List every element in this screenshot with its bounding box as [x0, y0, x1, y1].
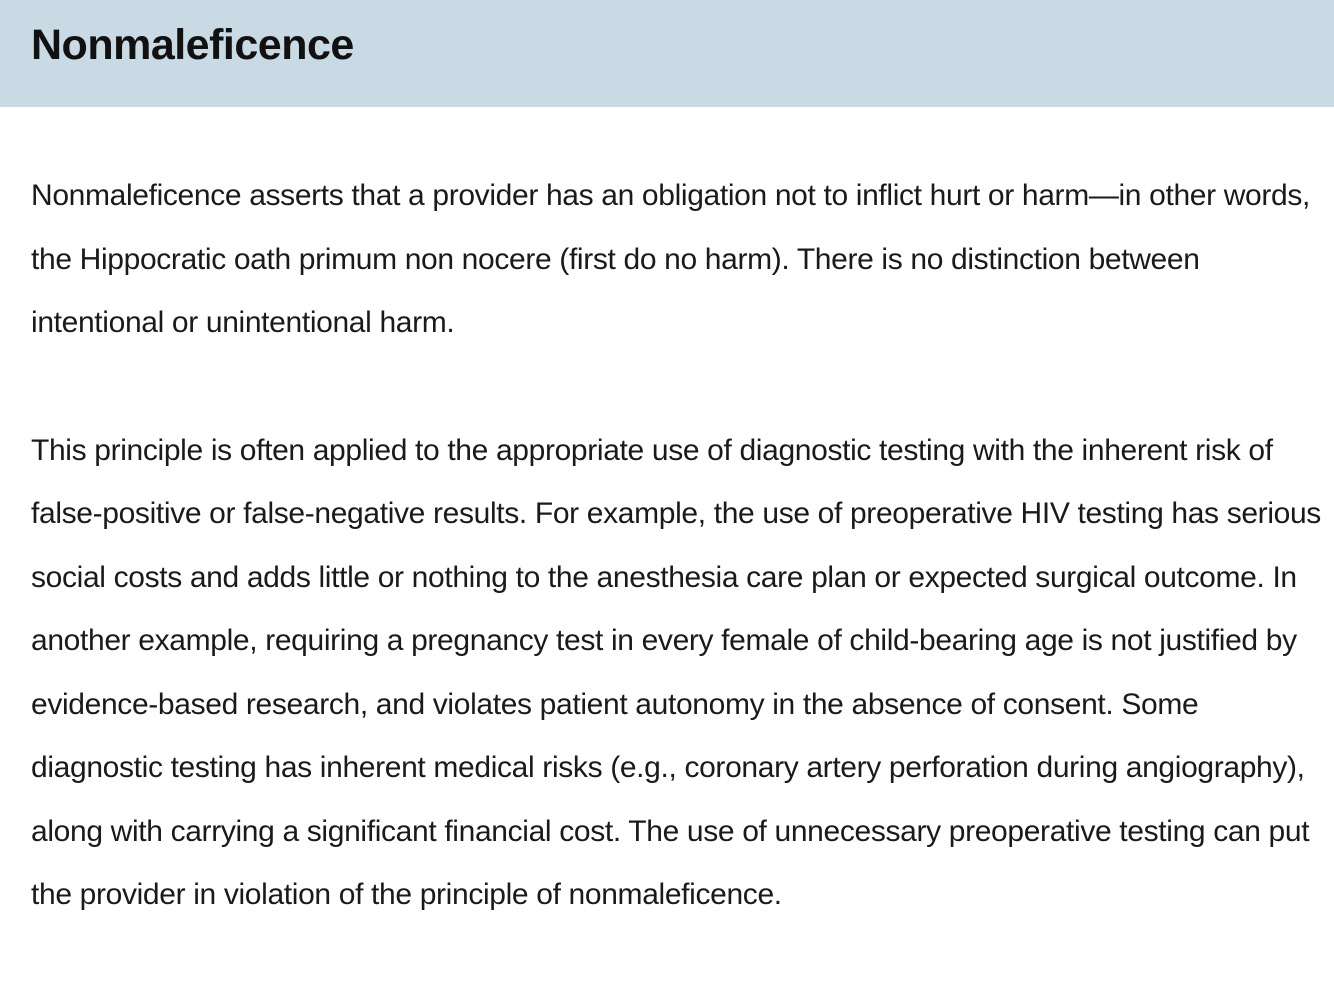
section-header — [0, 0, 1334, 107]
paragraph-definition: Nonmaleficence asserts that a provider has an obligation not to inflict hurt or harm—in other words, the Hippocratic oath primum non nocere (first do no harm). There is no distinction between intentional or unintentional harm. — [31, 179, 1310, 339]
section-body — [31, 164, 1321, 927]
paragraph-application: This principle is often applied to the appropriate use of diagnostic testing with the inherent risk of false-positive or false-negative results. For example, the use of preoperative HIV testing has serious social costs and adds little or nothing to the anesthesia care plan or expected surgical outcome. In another example, requiring a pregnancy test in every female of child-bearing age is not justified by evidence-based research, and violates patient autonomy in the absence of consent. Some diagnostic testing has inherent medical risks (e.g., coronary artery perforation during angiography), along with carrying a significant financial cost. The use of unnecessary preoperative testing can put the provider in violation of the principle of nonmaleficence. — [31, 433, 1321, 911]
section-title: Nonmaleficence — [31, 21, 354, 69]
